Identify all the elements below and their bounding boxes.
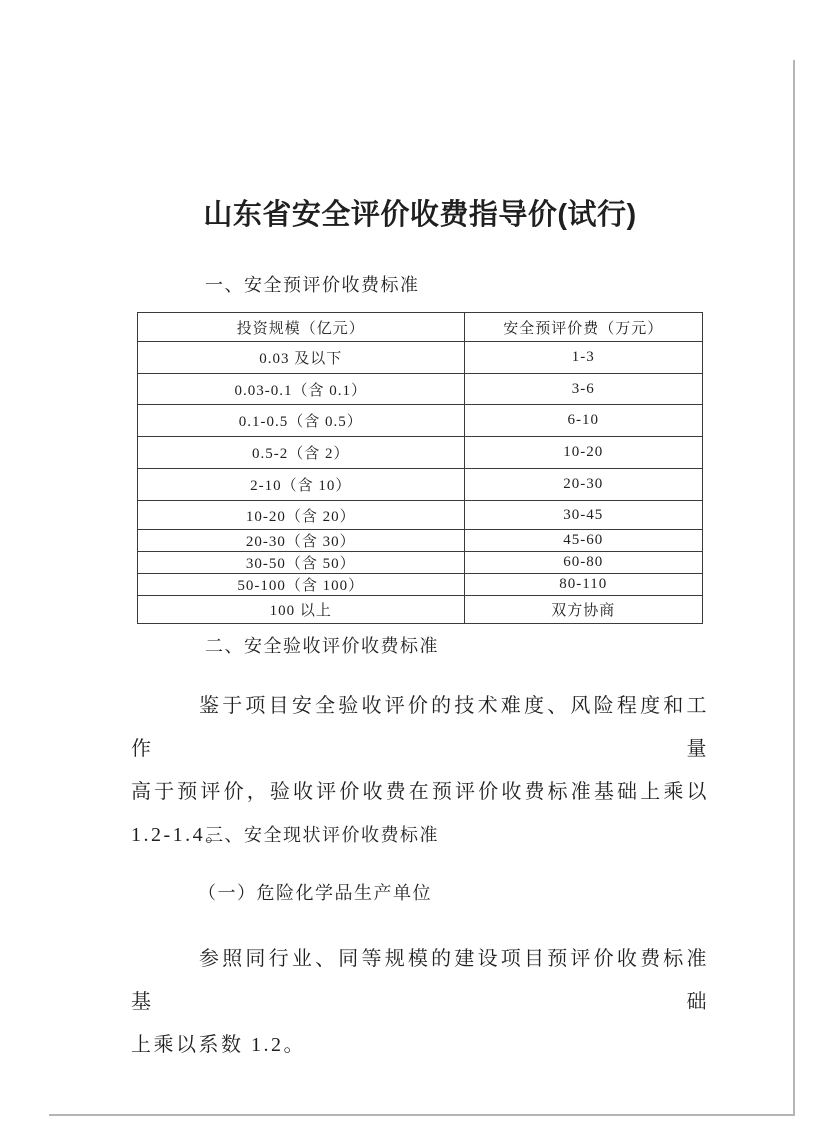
cell-investment-scale: 20-30（含 30） (138, 530, 465, 552)
table-row (138, 530, 703, 552)
document-content (131, 0, 709, 1131)
cell-fee-range: 30-45 (464, 501, 702, 530)
cell-investment-scale: 2-10（含 10） (138, 469, 465, 501)
paragraph-line: 参照同行业、同等规模的建设项目预评价收费标准基础 (131, 948, 709, 1013)
paragraph-line: 1.2-1.4。 (131, 824, 228, 846)
paragraph-status-evaluation-fee (131, 938, 709, 1067)
cell-fee-range: 45-60 (464, 530, 702, 552)
table-row (138, 574, 703, 596)
cell-fee-range: 1-3 (464, 342, 702, 374)
table-row (138, 596, 703, 624)
cell-fee-range: 10-20 (464, 437, 702, 469)
cell-investment-scale: 0.5-2（含 2） (138, 437, 465, 469)
cell-fee-range: 6-10 (464, 405, 702, 437)
paragraph-line: 鉴于项目安全验收评价的技术难度、风险程度和工作量 (131, 695, 709, 760)
cell-fee-range: 60-80 (464, 552, 702, 574)
table-row (138, 342, 703, 374)
table-row (138, 469, 703, 501)
cell-investment-scale: 0.03 及以下 (138, 342, 465, 374)
header-cell-investment-scale: 投资规模（亿元） (138, 313, 465, 342)
cell-fee-range: 80-110 (464, 574, 702, 596)
paragraph-line: 上乘以系数 1.2。 (131, 1034, 306, 1056)
fee-table (137, 312, 703, 624)
table-row (138, 552, 703, 574)
section-heading-2: 二、安全验收评价收费标准 (205, 636, 439, 656)
paragraph-line: 高于预评价，验收评价收费在预评价收费标准基础上乘以 (131, 781, 709, 803)
table-row (138, 501, 703, 530)
fee-table-header-row (138, 313, 703, 342)
fee-table-body (138, 342, 703, 624)
cell-fee-range: 3-6 (464, 374, 702, 405)
table-row (138, 405, 703, 437)
cell-investment-scale: 50-100（含 100） (138, 574, 465, 596)
table-row (138, 437, 703, 469)
subsection-heading-hazardous-chemicals: （一）危险化学品生产单位 (198, 883, 432, 903)
cell-fee-range: 双方协商 (464, 596, 702, 624)
cell-investment-scale: 30-50（含 50） (138, 552, 465, 574)
cell-investment-scale: 0.1-0.5（含 0.5） (138, 405, 465, 437)
section-heading-3: 三、安全现状评价收费标准 (205, 825, 439, 845)
header-cell-pre-evaluation-fee: 安全预评价费（万元） (464, 313, 702, 342)
table-row (138, 374, 703, 405)
cell-fee-range: 20-30 (464, 469, 702, 501)
cell-investment-scale: 10-20（含 20） (138, 501, 465, 530)
section-heading-1: 一、安全预评价收费标准 (205, 275, 420, 295)
document-title: 山东省安全评价收费指导价(试行) (203, 199, 637, 231)
cell-investment-scale: 0.03-0.1（含 0.1） (138, 374, 465, 405)
cell-investment-scale: 100 以上 (138, 596, 465, 624)
